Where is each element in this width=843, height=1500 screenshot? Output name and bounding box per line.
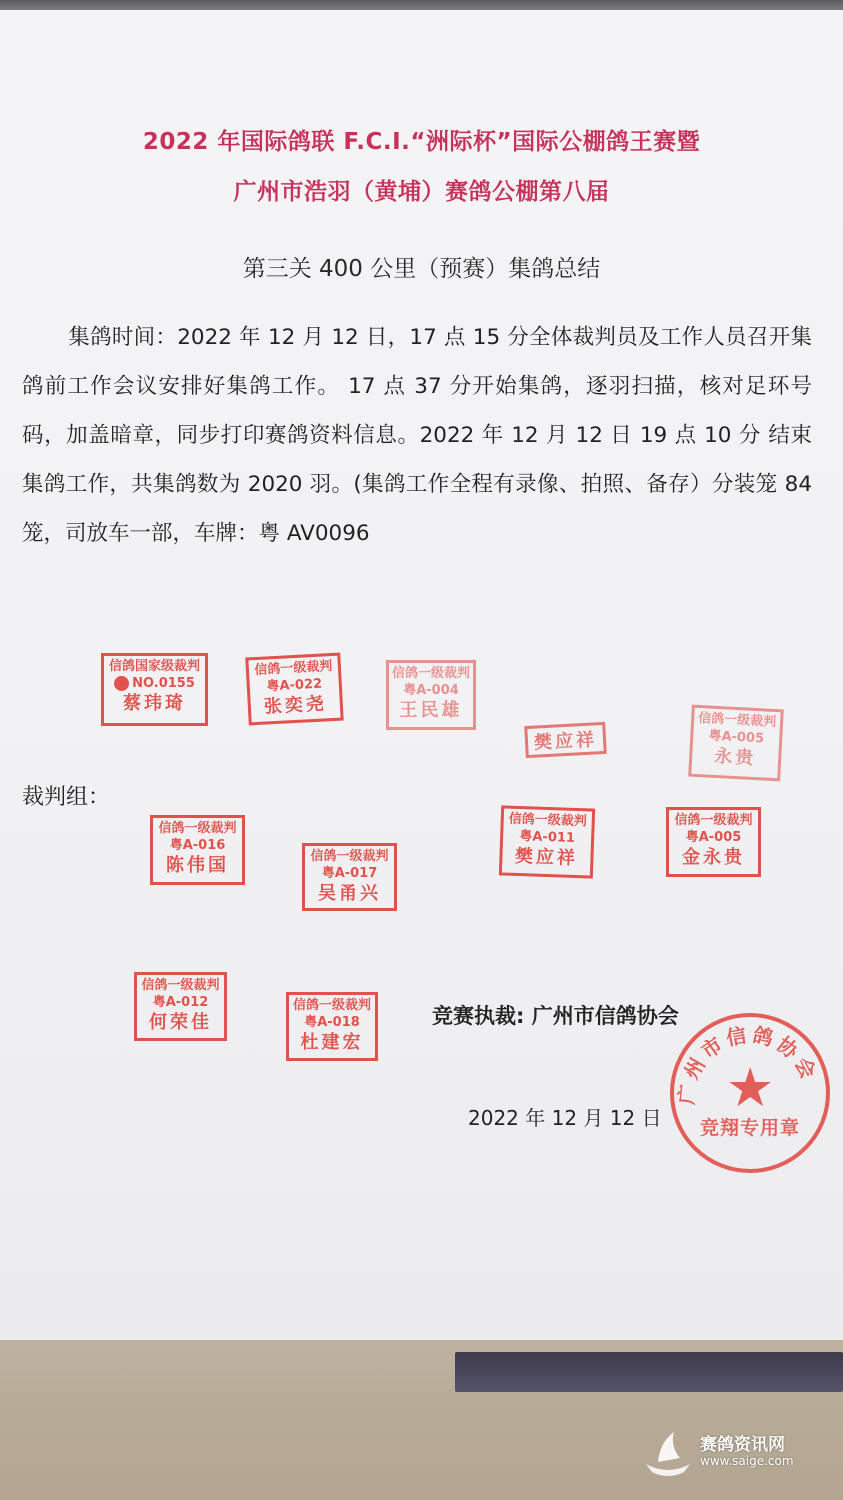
stamp-circle-icon: [114, 676, 129, 691]
watermark-title: 赛鸽资讯网: [700, 1435, 785, 1455]
star-icon: ★: [726, 1056, 775, 1119]
stamp-title: 信鸽一级裁判: [310, 849, 389, 864]
stamp-number: 粤A-018: [304, 1015, 360, 1030]
judge-stamp: [245, 653, 343, 726]
stamp-number: 粤A-022: [266, 676, 323, 695]
stamp-number: 粤A-012: [152, 995, 209, 1010]
stamp-name: 王民雄: [399, 700, 463, 721]
stamp-number: 粤A-005: [708, 728, 765, 747]
judge-stamp: [286, 992, 378, 1061]
body-paragraph: [22, 313, 812, 558]
stamp-number: 粤A-005: [685, 830, 742, 845]
document-page: [0, 10, 843, 1345]
stamp-number: 粤A-004: [403, 683, 459, 698]
seal-bottom-text: 竞翔专用章: [699, 1117, 800, 1139]
seal-ring-text: 广州市信鸽协会: [674, 1022, 823, 1106]
desk-object: [455, 1352, 843, 1392]
stamp-number: 粤A-016: [169, 838, 226, 853]
stamp-name: 樊应祥: [533, 729, 598, 754]
stamp-title: 信鸽一级裁判: [674, 813, 753, 828]
stamp-name: 吴甬兴: [318, 883, 381, 904]
judge-stamp: [666, 807, 761, 877]
site-watermark: [640, 1424, 840, 1484]
document-subtitle: 第三关 400 公里（预赛）集鸽总结: [242, 256, 601, 282]
document-title-line2: 广州市浩羽（黄埔）赛鸽公棚第八届: [233, 179, 610, 205]
watermark-url: www.saige.com: [700, 1454, 794, 1468]
judge-stamp: [386, 660, 476, 730]
stamp-number-text: NO.0155: [132, 676, 195, 691]
judge-stamp: [524, 722, 607, 758]
stamp-title: 信鸽国家级裁判: [108, 659, 200, 674]
judge-stamp: [101, 653, 208, 726]
pigeon-logo-icon: [640, 1424, 696, 1480]
stamp-title: 信鸽一级裁判: [292, 998, 371, 1013]
body-paragraph-text: 集鸽时间：2022 年 12 月 12 日，17 点 15 分全体裁判员及工作人员召开集鸽前工作会议安排好集鸽工作。 17 点 37 分开始集鸽，逐羽扫描，核对足环号码，加盖暗章，同步打印赛鸽资料信息。2022 年 12 月 12 日 19 点 10 分 结束集鸽工作，共集鸽数为 2020 羽。(集鸽工作全程有录像、拍照、备存）分装笼 84 笼，司放车一部，车牌：粤 AV0096: [22, 325, 812, 546]
stamp-name: 蔡玮琦: [123, 693, 186, 714]
judge-stamp: [688, 705, 784, 782]
stamp-title: 信鸽一级裁判: [158, 821, 237, 836]
stamp-name: 杜建宏: [300, 1032, 364, 1053]
document-title-line1: 2022 年国际鸽联 F.C.I.“洲际杯”国际公棚鸽王赛暨: [142, 129, 701, 155]
stamp-title: 信鸽一级裁判: [141, 978, 220, 993]
stamp-number: 粤A-011: [519, 829, 576, 846]
stamp-name: 金永贵: [682, 847, 745, 868]
association-seal: [670, 1013, 830, 1173]
stamp-title: 信鸽一级裁判: [391, 666, 470, 681]
judges-label: 裁判组：: [22, 785, 111, 810]
judge-stamp: [150, 815, 245, 885]
stamp-title: 信鸽一级裁判: [508, 811, 587, 830]
stamp-name: 张奕尧: [263, 693, 328, 718]
stamp-number: 粤A-017: [321, 866, 378, 881]
stamp-name: 陈伟国: [166, 855, 229, 876]
judge-stamp: [499, 805, 595, 878]
organizer-line: 竞赛执裁: 广州市信鸽协会: [432, 1004, 679, 1028]
document-date: 2022 年 12 月 12 日: [468, 1106, 662, 1130]
stamp-number: [104, 675, 205, 692]
stamp-title: 信鸽一级裁判: [697, 710, 777, 731]
judge-stamp: [134, 972, 227, 1041]
stamp-name: 樊应祥: [514, 845, 579, 870]
stamp-name: 何荣佳: [149, 1012, 212, 1033]
stamp-title: 信鸽一级裁判: [254, 658, 333, 679]
judge-stamp: [302, 843, 397, 911]
stamp-name: 永贵: [713, 745, 757, 770]
